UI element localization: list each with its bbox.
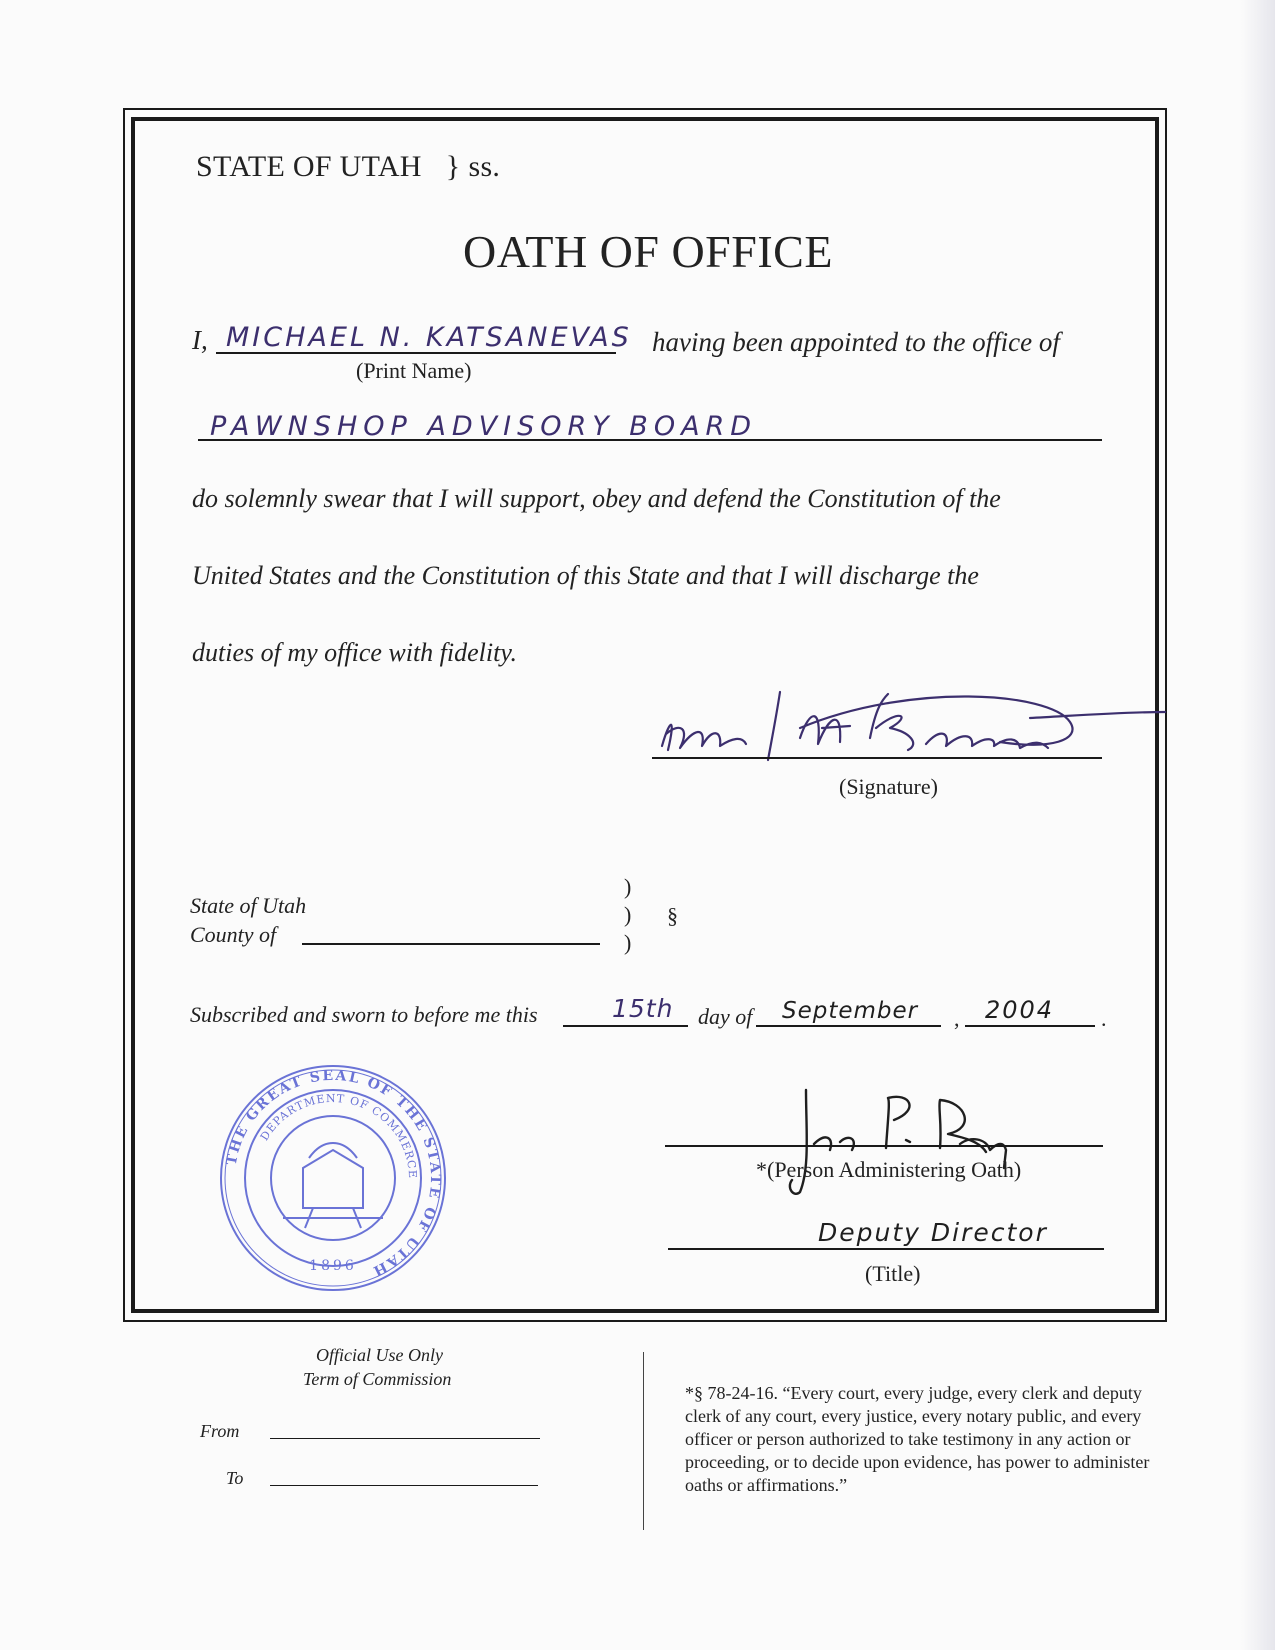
day-value: 15th <box>612 994 674 1023</box>
oath-line-1: do solemnly swear that I will support, obey and defend the Constitution of the <box>192 484 1001 513</box>
oath-line-3: duties of my office with fidelity. <box>192 638 517 667</box>
statute-footnote: *§ 78-24-16. “Every court, every judge, every clerk and deputy clerk of any court, every justice, every notary public, and every officer or person authorized to take testimony in any action or proceeding, or to decide upon evidence, has power to administer oaths or affirmations.” <box>685 1383 1150 1495</box>
oath-prefix: I, <box>192 325 208 355</box>
state-heading-text: STATE OF UTAH <box>196 150 422 183</box>
brace-symbol: } <box>445 150 461 183</box>
month-line <box>756 1025 941 1027</box>
subscribed-text: Subscribed and sworn to before me this <box>190 1002 538 1027</box>
page-edge-shadow <box>1241 0 1275 1650</box>
seal-dept-text: DEPARTMENT OF COMMERCE <box>257 1091 420 1180</box>
signature-label: (Signature) <box>839 774 938 799</box>
to-line <box>270 1485 538 1486</box>
venue-county: County of <box>190 922 277 947</box>
document-title: OATH OF OFFICE <box>463 226 833 277</box>
office-value: PAWNSHOP ADVISORY BOARD <box>210 411 758 442</box>
year-line <box>965 1025 1095 1027</box>
administrator-label: *(Person Administering Oath) <box>756 1157 1022 1182</box>
venue-state: State of Utah <box>190 893 307 918</box>
comma-text: , <box>954 1006 960 1031</box>
title-line <box>668 1248 1104 1250</box>
appointed-text: having been appointed to the office of <box>652 327 1060 357</box>
print-name-line <box>216 352 616 354</box>
period-text: . <box>1101 1006 1107 1031</box>
venue-paren-1: ) <box>624 874 632 899</box>
vertical-divider <box>643 1352 644 1530</box>
month-value: September <box>782 998 919 1024</box>
administrator-line <box>665 1145 1103 1147</box>
print-name-label: (Print Name) <box>356 358 472 383</box>
office-line <box>198 439 1102 441</box>
state-seal <box>213 1058 453 1303</box>
administrator-title-value: Deputy Director <box>818 1218 1048 1247</box>
state-heading <box>196 150 500 184</box>
term-of-commission-label: Term of Commission <box>303 1369 452 1389</box>
to-label: To <box>226 1468 244 1488</box>
venue-paren-2: ) <box>624 902 632 927</box>
day-line <box>563 1025 688 1027</box>
signature-drawing <box>650 688 1170 773</box>
from-line <box>270 1438 540 1439</box>
seal-year: 1896 <box>309 1258 357 1274</box>
seal-outer-text: THE GREAT SEAL OF THE STATE OF UTAH <box>223 1067 444 1280</box>
print-name-value: MICHAEL N. KATSANEVAS <box>226 322 632 353</box>
section-symbol: § <box>667 903 678 928</box>
day-of-text: day of <box>698 1004 753 1029</box>
signature-line <box>652 757 1102 759</box>
from-label: From <box>200 1421 240 1441</box>
ss-text: ss. <box>468 150 501 183</box>
title-label: (Title) <box>865 1261 921 1286</box>
official-use-label: Official Use Only <box>316 1345 443 1365</box>
venue-paren-3: ) <box>624 930 632 955</box>
year-value: 2004 <box>985 996 1055 1024</box>
county-line <box>302 943 600 945</box>
oath-line-2: United States and the Constitution of this State and that I will discharge the <box>192 561 979 590</box>
